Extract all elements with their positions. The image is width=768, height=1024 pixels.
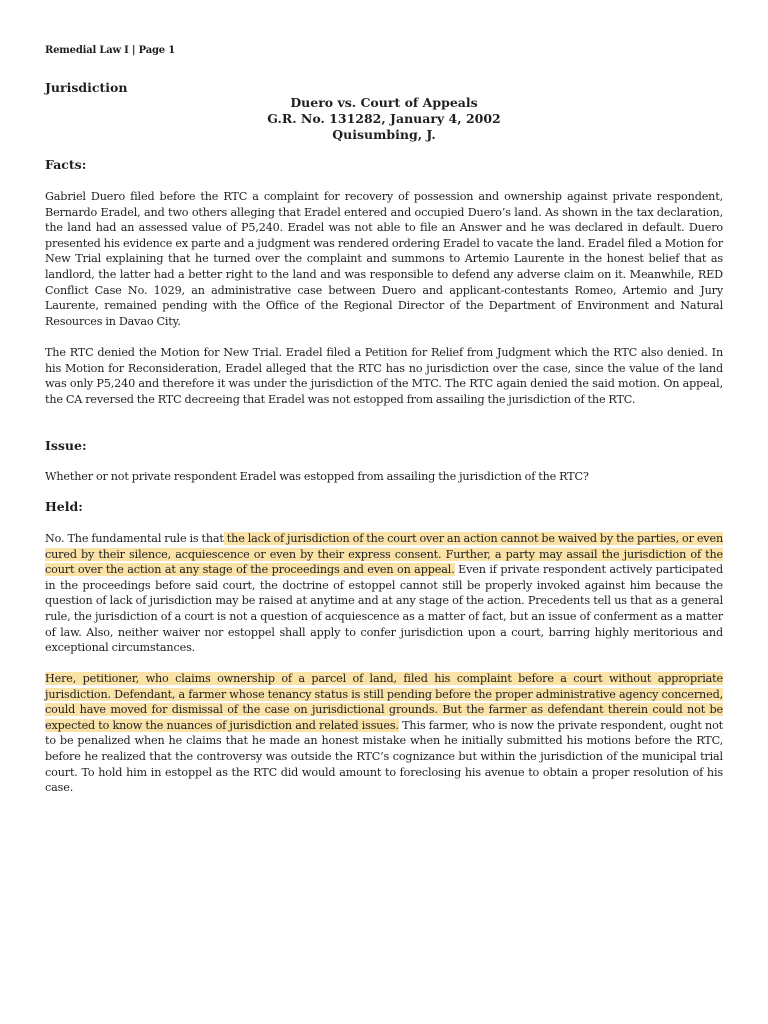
case-citation: G.R. No. 131282, January 4, 2002: [267, 111, 501, 126]
issue-heading: Issue:: [45, 438, 87, 453]
held-p1-text-start: No. The fundamental rule is that: [45, 532, 224, 545]
held-paragraph-1: [45, 531, 723, 656]
held-heading: Held:: [45, 499, 83, 514]
topic-heading: Jurisdiction: [45, 80, 128, 95]
case-ponente: Quisumbing, J.: [332, 127, 436, 142]
held-paragraph-2: [45, 671, 723, 796]
held-p1-text-end: Even if private respondent actively participated in the proceedings before said court, the doctrine of estoppel cannot still be properly invoked against him because the question of lack of jurisdiction may be raised at anytime and at any stage of the action. Precedents tell us that as a general rule, the jurisdiction of a court is not a question of acquiescence as a matter of fact, but an issue of conferment as a matter of law. Also, neither waiver nor estoppel shall apply to confer jurisdiction upon a court, barring highly meritorious and exceptional circumstances.: [45, 563, 723, 655]
facts-heading: Facts:: [45, 157, 87, 172]
highlighted-text: the lack of jurisdiction of the court over an action cannot be waived by the parties, or even cured by their silence, acquiescence or even by their express consent. Further, a party may assail the jurisdiction of the court over the action at any stage of the proceedings and even on appeal.: [45, 532, 723, 577]
highlighted-text: Here, petitioner, who claims ownership of a parcel of land, filed his complaint before a court without appropriate jurisdiction. Defendant, a farmer whose tenancy status is still pending before the proper administrative agency concerned, could have moved for dismissal of the case on jurisdictional grounds. But the farmer as defendant therein could not be expected to know the nuances of jurisdiction and related issues.: [45, 672, 723, 732]
running-header: Remedial Law I | Page 1: [45, 45, 175, 56]
issue-text: Whether or not private respondent Eradel was estopped from assailing the jurisdiction of the RTC?: [45, 470, 589, 483]
held-p2-text-end: This farmer, who is now the private respondent, ought not to be penalized when he claims that he made an honest mistake when he initially submitted his motions before the RTC, before he realized that the controversy was outside the RTC’s cognizance but within the jurisdiction of the municipal trial court. To hold him in estoppel as the RTC did would amount to foreclosing his avenue to obtain a proper resolution of his case.: [45, 718, 723, 795]
case-heading: [45, 95, 723, 143]
facts-paragraph-1: Gabriel Duero filed before the RTC a complaint for recovery of possession and ownership against private respondent, Bernardo Eradel, and two others alleging that Eradel entered and occupied Duero’s land. As shown in the tax declaration, the land had an assessed value of P5,240. Eradel was not able to file an Answer and he was declared in default. Duero presented his evidence ex parte and a judgment was rendered ordering Eradel to vacate the land. Eradel filed a Motion for New Trial explaining that he turned over the complaint and summons to Artemio Laurente in the honest belief that as landlord, the latter had a better right to the land and was responsible to defend any adverse claim on it. Meanwhile, RED Conflict Case No. 1029, an administrative case between Duero and applicant-contestants Romeo, Artemio and Jury Laurente, remained pending with the Office of the Regional Director of the Department of Environment and Natural Resources in Davao City.: [45, 190, 723, 328]
case-title: Duero vs. Court of Appeals: [290, 95, 478, 110]
facts-paragraph-2: The RTC denied the Motion for New Trial. Eradel filed a Petition for Relief from Judgment which the RTC also denied. In his Motion for Reconsideration, Eradel alleged that the RTC has no jurisdiction over the case, since the value of the land was only P5,240 and therefore it was under the jurisdiction of the MTC. The RTC again denied the said motion. On appeal, the CA reversed the RTC decreeing that Eradel was not estopped from assailing the jurisdiction of the RTC.: [45, 346, 723, 406]
